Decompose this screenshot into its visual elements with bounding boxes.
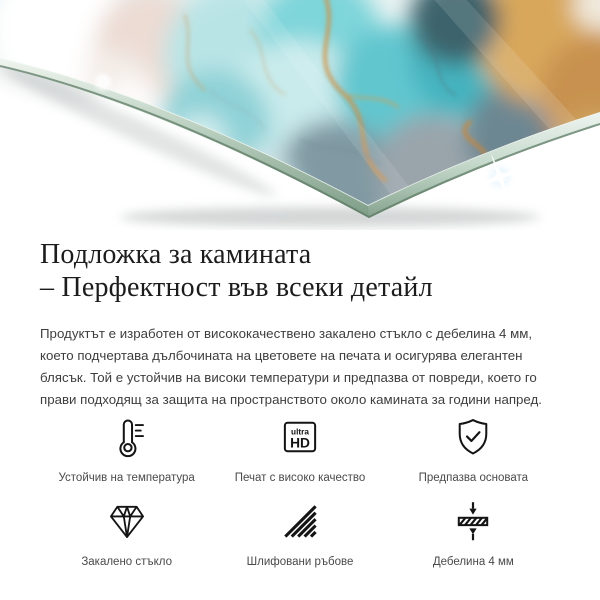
ultra-hd-icon [277, 415, 323, 459]
feature-polished-edges [213, 499, 386, 569]
product-info-section [0, 238, 600, 569]
feature-label: Закалено стъкло [81, 555, 172, 568]
page-title [40, 238, 560, 304]
product-description: Продуктът е изработен от висококачествено закалено стъкло с дебелина 4 мм, което подчертава дълбочината на цветовете на печата и осигурява елегантен блясък. Той е устойчив на високи температури и предпазва от повреди, което го прави подходящ за защита на пространството около камината за години напред. [40, 325, 542, 407]
feature-protects-base [387, 415, 560, 485]
feature-thickness [387, 499, 560, 569]
diamond-icon [104, 499, 150, 543]
thermometer-icon [104, 415, 150, 459]
feature-label: Дебелина 4 мм [432, 555, 514, 568]
hd-text: HD [290, 435, 310, 451]
feature-grid [40, 415, 560, 569]
polished-edges-icon [277, 499, 323, 543]
feature-label: Устойчив на температура [58, 471, 195, 484]
edge-glow [95, 74, 111, 90]
product-image [0, 0, 600, 230]
feature-label: Предпазва основата [418, 471, 529, 484]
glass-panel-art [0, 0, 600, 230]
feature-temperature [40, 415, 213, 485]
feature-print-quality [213, 415, 386, 485]
title-line-2: – Перфектност във всеки детайл [40, 272, 433, 303]
shield-check-icon [450, 415, 496, 459]
thickness-icon [450, 499, 496, 543]
feature-label: Шлифовани ръбове [246, 555, 354, 568]
ultra-text: ultra [291, 427, 309, 436]
feature-label: Печат с високо качество [234, 471, 366, 484]
feature-tempered-glass [40, 499, 213, 569]
title-line-1: Подложка за камината [40, 239, 312, 270]
